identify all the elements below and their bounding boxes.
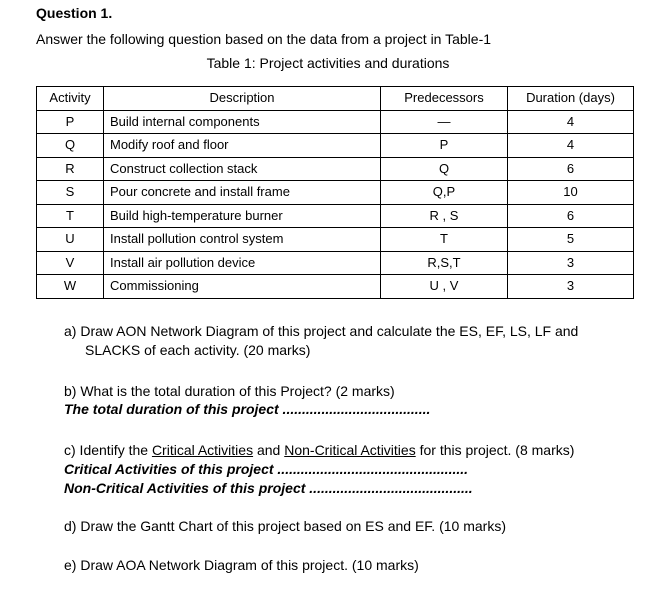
activity-cell: U (37, 228, 104, 252)
description-cell: Install pollution control system (104, 228, 381, 252)
description-cell: Construct collection stack (104, 157, 381, 181)
duration-cell: 3 (508, 251, 634, 275)
table-header-row (37, 87, 634, 111)
question-c-line1 (64, 442, 574, 458)
header-activity: Activity (37, 87, 104, 111)
non-critical-activities-term: Non-Critical Activities (284, 442, 416, 458)
question-a-line1: a) Draw AON Network Diagram of this project and calculate the ES, EF, LS, LF and (64, 323, 579, 339)
predecessors-cell: Q (381, 157, 508, 181)
question-a-line2: SLACKS of each activity. (20 marks) (85, 342, 311, 358)
table-row (37, 157, 634, 181)
table-row (37, 228, 634, 252)
activity-cell: Q (37, 134, 104, 158)
question-c-and: and (253, 442, 285, 458)
table-row (37, 134, 634, 158)
predecessors-cell: U , V (381, 275, 508, 299)
predecessors-cell: R,S,T (381, 251, 508, 275)
question-d-line: d) Draw the Gantt Chart of this project based on ES and EF. (10 marks) (64, 518, 506, 534)
activity-cell: S (37, 181, 104, 205)
table-caption: Table 1: Project activities and durations (206, 55, 450, 71)
duration-cell: 4 (508, 134, 634, 158)
question-e-line: e) Draw AOA Network Diagram of this project. (10 marks) (64, 557, 419, 573)
table-row (37, 251, 634, 275)
activities-table (36, 86, 634, 299)
duration-cell: 10 (508, 181, 634, 205)
duration-cell: 5 (508, 228, 634, 252)
question-title: Question 1. (36, 5, 113, 21)
header-duration: Duration (days) (508, 87, 634, 111)
predecessors-cell: R , S (381, 204, 508, 228)
duration-cell: 6 (508, 204, 634, 228)
duration-cell: 3 (508, 275, 634, 299)
activity-cell: P (37, 110, 104, 134)
non-critical-activities-answer-line: Non-Critical Activities of this project .......................................... (64, 480, 473, 496)
activity-cell: V (37, 251, 104, 275)
question-b-answer-line: The total duration of this project ...................................... (64, 401, 431, 417)
activity-cell: R (37, 157, 104, 181)
description-cell: Build internal components (104, 110, 381, 134)
predecessors-cell: T (381, 228, 508, 252)
question-b-line1: b) What is the total duration of this Project? (2 marks) (64, 383, 395, 399)
description-cell: Pour concrete and install frame (104, 181, 381, 205)
activity-cell: W (37, 275, 104, 299)
header-description: Description (104, 87, 381, 111)
header-predecessors: Predecessors (381, 87, 508, 111)
predecessors-cell: — (381, 110, 508, 134)
description-cell: Modify roof and floor (104, 134, 381, 158)
critical-activities-term: Critical Activities (151, 442, 254, 458)
table-row (37, 204, 634, 228)
duration-cell: 4 (508, 110, 634, 134)
description-cell: Commissioning (104, 275, 381, 299)
activity-cell: T (37, 204, 104, 228)
instruction-text: Answer the following question based on the data from a project in Table-1 (36, 31, 492, 47)
critical-activities-answer-line: Critical Activities of this project ................................................. (64, 461, 469, 477)
predecessors-cell: Q,P (381, 181, 508, 205)
table-row (37, 181, 634, 205)
description-cell: Build high-temperature burner (104, 204, 381, 228)
question-c-prefix: c) Identify the (64, 442, 152, 458)
table-row (37, 110, 634, 134)
predecessors-cell: P (381, 134, 508, 158)
description-cell: Install air pollution device (104, 251, 381, 275)
duration-cell: 6 (508, 157, 634, 181)
table-row (37, 275, 634, 299)
question-c-suffix: for this project. (8 marks) (415, 442, 575, 458)
